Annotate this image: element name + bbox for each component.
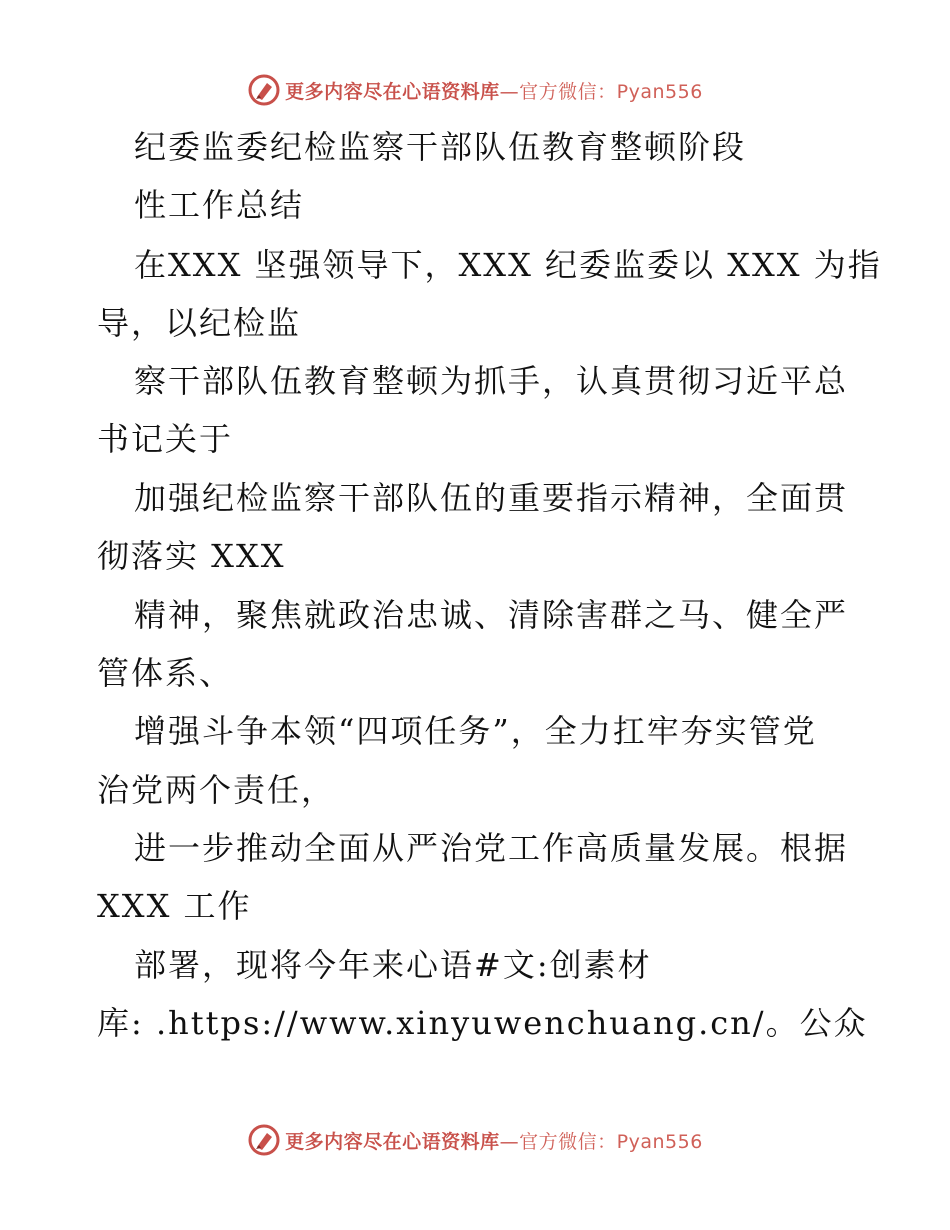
header-banner	[0, 72, 950, 108]
banner-separator: —	[499, 80, 520, 103]
banner-wechat: 官方微信：Pyan556	[519, 1130, 703, 1153]
title-line-1: 纪委监委纪检监察干部队伍教育整顿阶段	[134, 128, 747, 166]
paragraph-line: 察干部队伍教育整顿为抓手，认真贯彻习近平总	[134, 362, 849, 400]
paragraph-line: XXX 工作	[97, 887, 252, 925]
pen-nib-logo-icon	[247, 1123, 281, 1157]
banner-wechat: 官方微信：Pyan556	[519, 80, 703, 103]
banner-brand: 更多内容尽在心语资料库	[285, 1130, 500, 1153]
paragraph-line: 治党两个责任，	[97, 771, 336, 809]
banner-brand: 更多内容尽在心语资料库	[285, 80, 500, 103]
paragraph-line: 在XXX 坚强领导下，XXX 纪委监委以 XXX 为指	[134, 246, 882, 284]
footer-banner	[0, 1122, 950, 1158]
paragraph-line: 增强斗争本领“四项任务”，全力扛牢夯实管党	[134, 712, 817, 750]
paragraph-line: 精神，聚焦就政治忠诚、清除害群之马、健全严	[134, 596, 849, 634]
banner-separator: —	[499, 1130, 520, 1153]
paragraph-line: 书记关于	[97, 420, 234, 458]
paragraph-line: 管体系、	[97, 654, 234, 692]
pen-nib-logo-icon	[247, 73, 281, 107]
paragraph-line: 加强纪检监察干部队伍的重要指示精神，全面贯	[134, 479, 849, 517]
paragraph-line: 导，以纪检监	[97, 304, 302, 342]
paragraph-line: 部署，现将今年来心语#文:创素材	[134, 946, 652, 984]
paragraph-line: 彻落实 XXX	[97, 537, 286, 575]
paragraph-line: 库: .https://www.xinyuwenchuang.cn/。公众	[97, 1004, 868, 1042]
title-line-2: 性工作总结	[134, 186, 305, 224]
paragraph-line: 进一步推动全面从严治党工作高质量发展。根据	[134, 829, 849, 867]
